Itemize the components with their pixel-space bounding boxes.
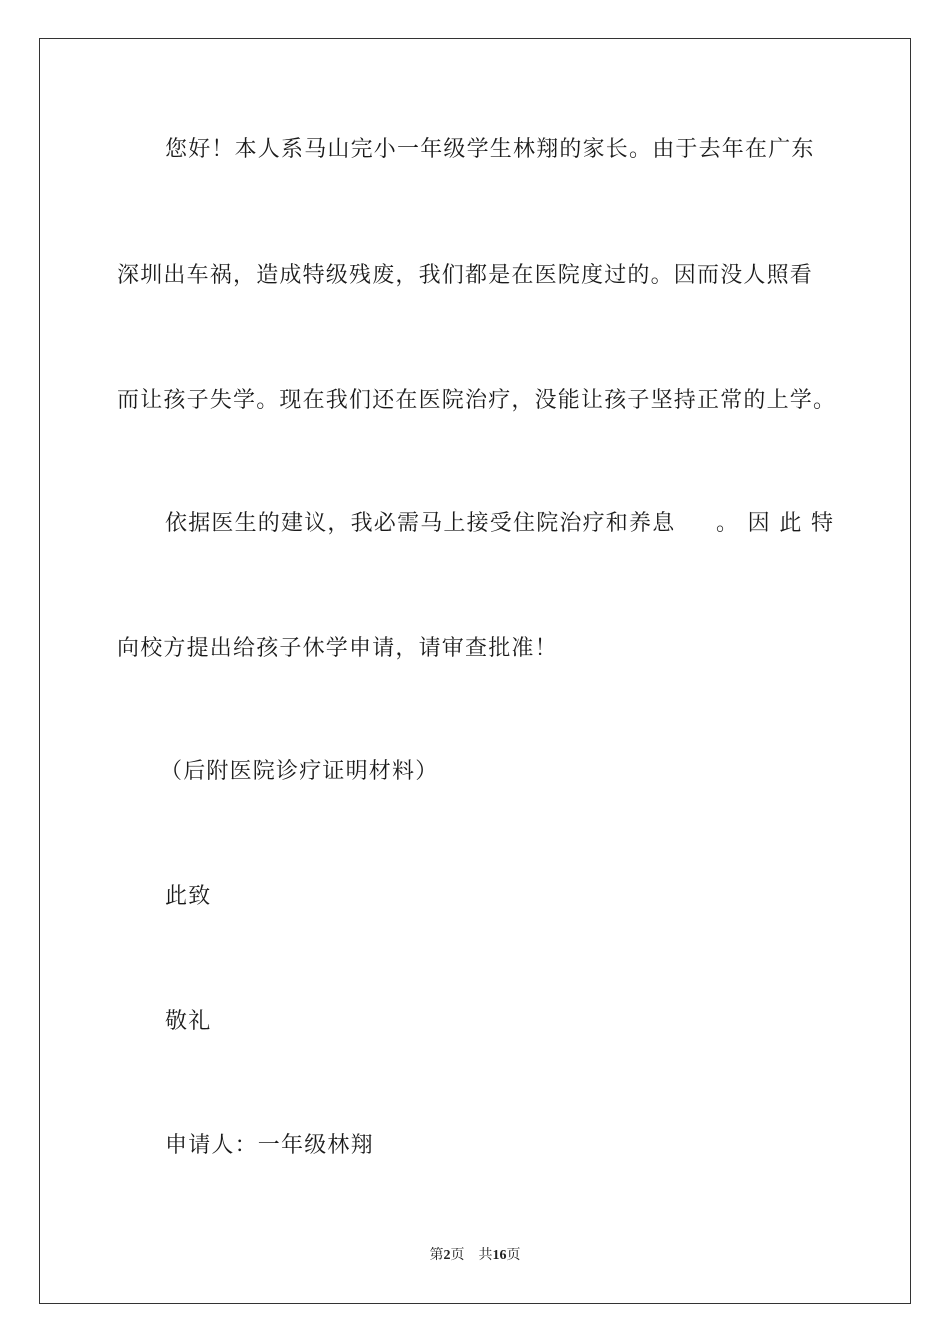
paragraph2-line1-tail: [716, 510, 833, 538]
page-frame: [39, 38, 911, 1304]
tail-char-te: 特: [810, 511, 833, 536]
tail-char-yin: 因: [747, 511, 770, 536]
closing-ci-zhi: 此致: [165, 884, 212, 909]
footer-total-unit: 页: [506, 1248, 521, 1263]
tail-char-period: 。: [716, 511, 739, 536]
paragraph2-line2: 向校方提出给孩子休学申请，请审查批准！: [117, 636, 558, 661]
paragraph1-line1: 您好！本人系马山完小一年级学生林翔的家长。由于去年在广东: [165, 137, 815, 162]
paragraph1-line3: 而让孩子失学。现在我们还在医院治疗，没能让孩子坚持正常的上学。: [117, 388, 837, 413]
applicant-signature: 申请人：一年级林翔: [165, 1133, 374, 1158]
footer-page-prefix: 第: [429, 1248, 444, 1263]
paragraph1-line2: 深圳出车祸，造成特级残废，我们都是在医院度过的。因而没人照看: [117, 263, 814, 288]
footer-page-unit: 页: [450, 1248, 465, 1263]
paragraph2-line1-main: 依据医生的建议，我必需马上接受住院治疗和养息: [165, 511, 676, 536]
closing-jing-li: 敬礼: [165, 1009, 212, 1034]
footer-page-current: 2: [443, 1248, 451, 1263]
footer-page-total: 16: [492, 1248, 507, 1263]
attachment-note: （后附医院诊疗证明材料）: [160, 759, 439, 784]
page-footer: [0, 1247, 950, 1265]
tail-char-ci: 此: [779, 511, 802, 536]
footer-total-prefix: 共: [478, 1248, 493, 1263]
